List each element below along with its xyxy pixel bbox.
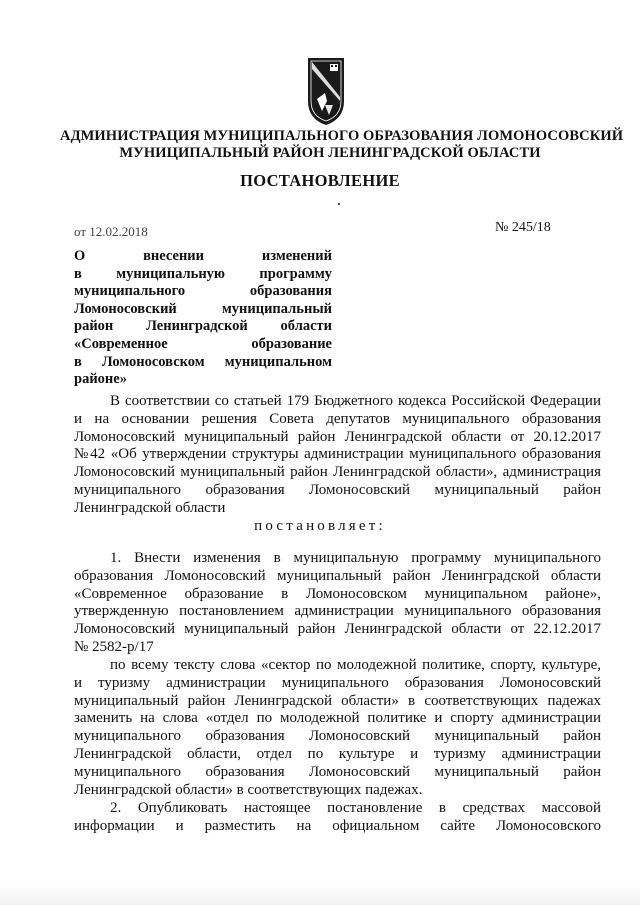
preamble-line: Ломоносовский муниципальный район Ленинградской области», администрация bbox=[74, 464, 601, 481]
scan-edge-shadow bbox=[0, 885, 640, 905]
item-2-line: 2. Опубликовать настоящее постановление в средствах массовой bbox=[110, 800, 601, 816]
item-1-detail-line: и туризму администрации муниципального образования Ломоносовский bbox=[74, 674, 601, 691]
org-line: АДМИНИСТРАЦИЯ МУНИЦИПАЛЬНОГО ОБРАЗОВАНИЯ ЛОМОНОСОВСКИЙ bbox=[60, 128, 624, 144]
item-1-line: Ломоносовский муниципальный район Ленинградской области от 22.12.2017 bbox=[74, 621, 601, 638]
preamble-line: муниципального образования Ломоносовский муниципальный район bbox=[74, 481, 601, 498]
item-1-detail-line: Ленинградской области» в соответствующих падежах. bbox=[74, 781, 423, 798]
subject-line: район Ленинградской области bbox=[74, 318, 332, 335]
item-1-line: утвержденную постановлением администрации муниципального образования bbox=[74, 603, 601, 620]
document-title: ПОСТАНОВЛЕНИЕ bbox=[240, 171, 400, 190]
item-1-detail-line: заменить на слова «отдел по молодежной политике и спорту администрации bbox=[74, 710, 601, 727]
item-2-paragraph bbox=[74, 800, 601, 836]
item-1-detail-line: муниципальный район Ленинградской области» в соответствующих падежах bbox=[74, 692, 601, 709]
item-1-detail-line: по всему тексту слова «сектор по молодежной политике, спорту, культуре, bbox=[110, 657, 601, 673]
coat-of-arms-icon bbox=[305, 55, 347, 127]
item-1-detail-line: Ленинградской области, отдел по культуре и туризму администрации bbox=[74, 745, 601, 762]
preamble-line: Ленинградской области bbox=[74, 499, 226, 516]
subject-line: «Современное образование bbox=[74, 335, 332, 352]
item-1-line: 1. Внести изменения в муниципальную программу муниципального bbox=[110, 550, 601, 566]
preamble-line: №42 «Об утверждении структуры администрации муниципального образования bbox=[74, 446, 601, 463]
item-1-line: № 2582-р/17 bbox=[74, 638, 154, 655]
item-1-line: образования Ломоносовский муниципальный район Ленинградской области bbox=[74, 567, 601, 584]
subject-line: в Ломоносовском муниципальном bbox=[74, 353, 332, 370]
organization-name bbox=[60, 128, 624, 162]
subject-line: муниципального образования bbox=[74, 283, 332, 300]
subject-line: районе» bbox=[74, 371, 127, 388]
document-subject bbox=[74, 248, 332, 389]
preamble-line: В соответствии со статьей 179 Бюджетного кодекса Российской Федерации bbox=[110, 393, 601, 409]
preamble-line: Ломоносовский муниципальный район Ленинградской области от 20.12.2017 bbox=[74, 428, 601, 445]
org-line: МУНИЦИПАЛЬНЫЙ РАЙОН ЛЕНИНГРАДСКОЙ ОБЛАСТИ bbox=[119, 145, 541, 161]
item-1-detail-paragraph bbox=[74, 657, 601, 799]
item-2-line: информации и разместить на официальном сайте Ломоносовского bbox=[74, 817, 601, 834]
document-number: № 245/18 bbox=[495, 220, 551, 235]
scan-speck bbox=[338, 203, 340, 205]
item-1-detail-line: муниципального образования Ломоносовский муниципальный район bbox=[74, 728, 601, 745]
subject-line: О внесении изменений bbox=[74, 248, 332, 264]
resolve-word: постановляет: bbox=[254, 518, 386, 534]
item-1-detail-line: муниципального образования Ломоносовский муниципальный район bbox=[74, 763, 601, 780]
preamble-line: и на основании решения Совета депутатов муниципального образования bbox=[74, 410, 601, 427]
item-1-line: «Современное образование в Ломоносовском муниципальном районе», bbox=[74, 585, 601, 602]
subject-line: в муниципальную программу bbox=[74, 265, 332, 282]
subject-line: Ломоносовский муниципальный bbox=[74, 300, 332, 317]
document-date: от 12.02.2018 bbox=[74, 224, 148, 239]
preamble-paragraph bbox=[74, 393, 601, 518]
item-1-paragraph bbox=[74, 550, 601, 657]
